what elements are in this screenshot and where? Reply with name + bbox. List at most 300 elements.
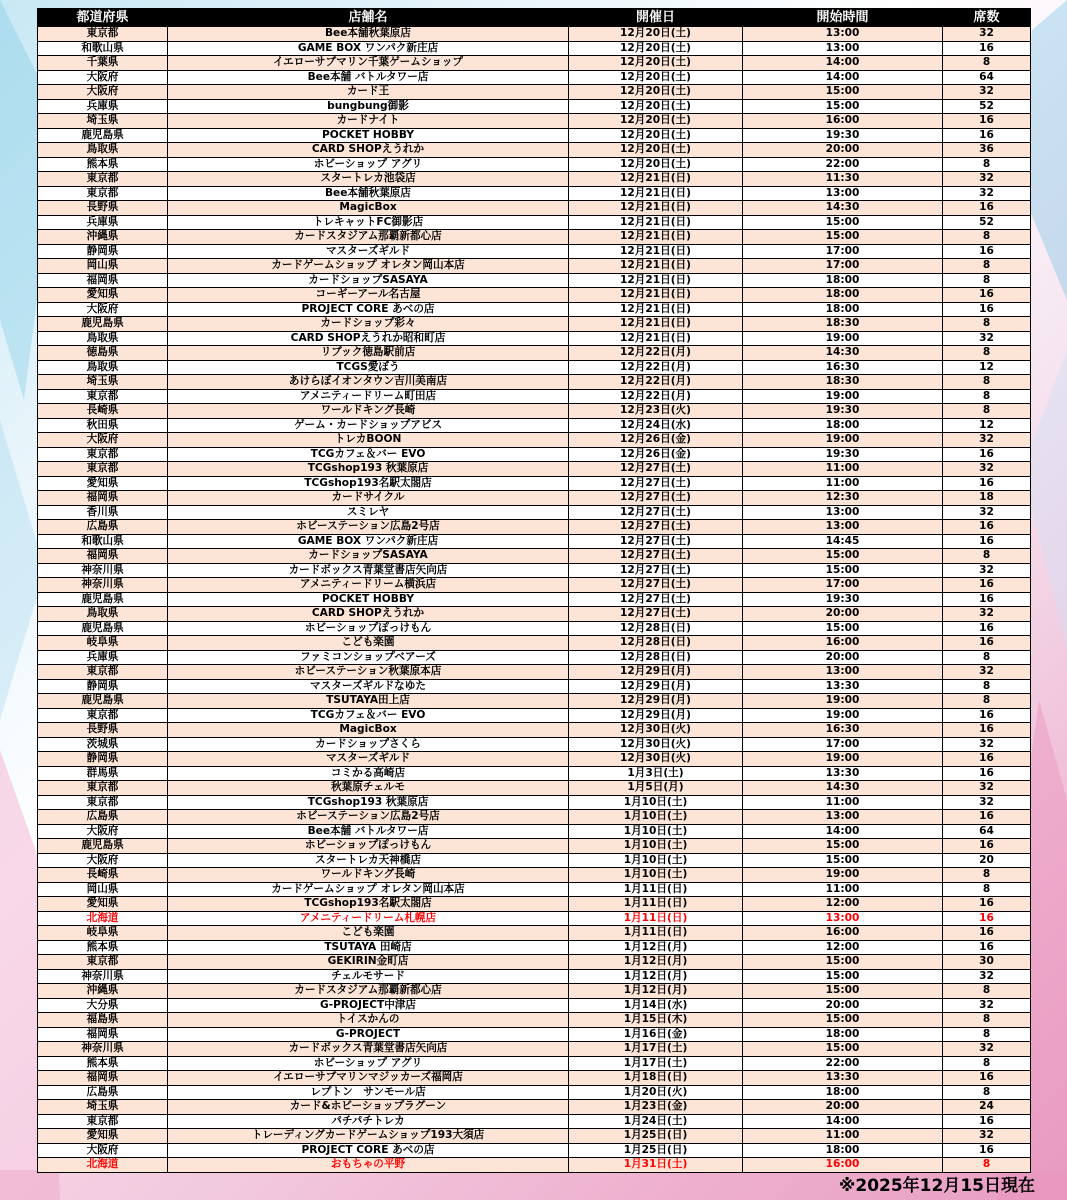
seats-cell: 16 bbox=[943, 302, 1031, 317]
start-time-cell: 14:30 bbox=[743, 346, 943, 361]
store-name-cell: ファミコンショップベアーズ bbox=[168, 650, 569, 665]
start-time-cell: 14:00 bbox=[743, 56, 943, 71]
event-date-cell: 12月22日(月) bbox=[569, 375, 743, 390]
event-date-cell: 1月10日(土) bbox=[569, 824, 743, 839]
start-time-cell: 12:00 bbox=[743, 940, 943, 955]
start-time-cell: 19:00 bbox=[743, 389, 943, 404]
start-time-cell: 16:00 bbox=[743, 1158, 943, 1173]
start-time-cell: 15:00 bbox=[743, 99, 943, 114]
prefecture-cell: 愛知県 bbox=[38, 476, 168, 491]
seats-cell: 32 bbox=[943, 1129, 1031, 1144]
table-row bbox=[38, 621, 1031, 636]
prefecture-cell: 静岡県 bbox=[38, 244, 168, 259]
prefecture-cell: 埼玉県 bbox=[38, 114, 168, 129]
start-time-cell: 15:00 bbox=[743, 955, 943, 970]
seats-cell: 16 bbox=[943, 244, 1031, 259]
table-row bbox=[38, 157, 1031, 172]
store-name-cell: GEKIRIN金町店 bbox=[168, 955, 569, 970]
start-time-cell: 15:00 bbox=[743, 621, 943, 636]
event-date-cell: 12月29日(月) bbox=[569, 679, 743, 694]
event-date-cell: 12月20日(土) bbox=[569, 56, 743, 71]
table-row bbox=[38, 824, 1031, 839]
start-time-cell: 17:00 bbox=[743, 737, 943, 752]
seats-cell: 16 bbox=[943, 476, 1031, 491]
table-row bbox=[38, 462, 1031, 477]
store-name-cell: カードボックス青葉堂書店矢向店 bbox=[168, 563, 569, 578]
table-row bbox=[38, 578, 1031, 593]
event-date-cell: 1月15日(木) bbox=[569, 1013, 743, 1028]
event-date-cell: 12月21日(日) bbox=[569, 273, 743, 288]
store-name-cell: Bee本舗 バトルタワー店 bbox=[168, 70, 569, 85]
store-name-cell: POCKET HOBBY bbox=[168, 128, 569, 143]
seats-cell: 32 bbox=[943, 781, 1031, 796]
table-row bbox=[38, 752, 1031, 767]
event-date-cell: 1月10日(土) bbox=[569, 868, 743, 883]
event-date-cell: 12月21日(日) bbox=[569, 230, 743, 245]
prefecture-cell: 鳥取県 bbox=[38, 143, 168, 158]
prefecture-cell: 北海道 bbox=[38, 1158, 168, 1173]
prefecture-cell: 鹿児島県 bbox=[38, 694, 168, 709]
seats-cell: 16 bbox=[943, 520, 1031, 535]
table-row bbox=[38, 41, 1031, 56]
seats-cell: 20 bbox=[943, 853, 1031, 868]
start-time-cell: 20:00 bbox=[743, 607, 943, 622]
store-name-cell: カードボックス青葉堂書店矢向店 bbox=[168, 1042, 569, 1057]
table-row bbox=[38, 491, 1031, 506]
prefecture-cell: 静岡県 bbox=[38, 752, 168, 767]
event-date-cell: 12月22日(月) bbox=[569, 360, 743, 375]
store-name-cell: あけらぼイオンタウン吉川美南店 bbox=[168, 375, 569, 390]
store-name-cell: カードスタジアム那覇新都心店 bbox=[168, 984, 569, 999]
seats-cell: 32 bbox=[943, 186, 1031, 201]
start-time-cell: 20:00 bbox=[743, 143, 943, 158]
store-name-cell: こども楽園 bbox=[168, 636, 569, 651]
seats-cell: 32 bbox=[943, 462, 1031, 477]
store-name-cell: TCGカフェ＆バー EVO bbox=[168, 708, 569, 723]
store-name-cell: レプトン サンモール店 bbox=[168, 1085, 569, 1100]
event-date-cell: 1月3日(土) bbox=[569, 766, 743, 781]
event-date-cell: 1月16日(金) bbox=[569, 1027, 743, 1042]
table-row bbox=[38, 650, 1031, 665]
start-time-cell: 17:00 bbox=[743, 578, 943, 593]
seats-cell: 52 bbox=[943, 215, 1031, 230]
seats-cell: 32 bbox=[943, 998, 1031, 1013]
seats-cell: 8 bbox=[943, 56, 1031, 71]
prefecture-cell: 東京都 bbox=[38, 172, 168, 187]
seats-cell: 32 bbox=[943, 505, 1031, 520]
table-row bbox=[38, 839, 1031, 854]
start-time-cell: 15:00 bbox=[743, 1042, 943, 1057]
store-name-cell: TCGS愛ぼう bbox=[168, 360, 569, 375]
store-name-cell: TCGshop193名駅太閤店 bbox=[168, 476, 569, 491]
table-row bbox=[38, 172, 1031, 187]
event-date-cell: 12月21日(日) bbox=[569, 302, 743, 317]
store-name-cell: CARD SHOPえうれか bbox=[168, 607, 569, 622]
seats-cell: 12 bbox=[943, 360, 1031, 375]
start-time-cell: 19:30 bbox=[743, 447, 943, 462]
table-row bbox=[38, 317, 1031, 332]
store-name-cell: Bee本舗 バトルタワー店 bbox=[168, 824, 569, 839]
start-time-cell: 19:30 bbox=[743, 592, 943, 607]
table-row bbox=[38, 1129, 1031, 1144]
event-date-cell: 12月21日(日) bbox=[569, 317, 743, 332]
event-date-cell: 1月12日(月) bbox=[569, 940, 743, 955]
event-date-cell: 1月14日(水) bbox=[569, 998, 743, 1013]
start-time-cell: 16:00 bbox=[743, 636, 943, 651]
seats-cell: 16 bbox=[943, 621, 1031, 636]
table-row bbox=[38, 201, 1031, 216]
event-date-cell: 1月10日(土) bbox=[569, 810, 743, 825]
seats-cell: 8 bbox=[943, 868, 1031, 883]
event-date-cell: 12月20日(土) bbox=[569, 114, 743, 129]
seats-cell: 16 bbox=[943, 578, 1031, 593]
event-date-cell: 1月23日(金) bbox=[569, 1100, 743, 1115]
seats-cell: 32 bbox=[943, 331, 1031, 346]
table-row bbox=[38, 781, 1031, 796]
prefecture-cell: 岐阜県 bbox=[38, 926, 168, 941]
header-event-date: 開催日 bbox=[569, 9, 743, 27]
seats-cell: 8 bbox=[943, 1013, 1031, 1028]
start-time-cell: 16:00 bbox=[743, 114, 943, 129]
seats-cell: 32 bbox=[943, 1042, 1031, 1057]
start-time-cell: 18:00 bbox=[743, 273, 943, 288]
store-name-cell: アメニティードリーム札幌店 bbox=[168, 911, 569, 926]
prefecture-cell: 広島県 bbox=[38, 810, 168, 825]
store-name-cell: チェルモサード bbox=[168, 969, 569, 984]
seats-cell: 8 bbox=[943, 157, 1031, 172]
event-date-cell: 1月10日(土) bbox=[569, 853, 743, 868]
seats-cell: 8 bbox=[943, 1085, 1031, 1100]
store-name-cell: イエローサブマリン千葉ゲームショップ bbox=[168, 56, 569, 71]
start-time-cell: 20:00 bbox=[743, 1100, 943, 1115]
event-date-cell: 12月21日(日) bbox=[569, 172, 743, 187]
prefecture-cell: 長野県 bbox=[38, 723, 168, 738]
table-row bbox=[38, 665, 1031, 680]
store-name-cell: ホビーショップぽっけもん bbox=[168, 839, 569, 854]
start-time-cell: 13:00 bbox=[743, 186, 943, 201]
seats-cell: 16 bbox=[943, 1071, 1031, 1086]
prefecture-cell: 長崎県 bbox=[38, 404, 168, 419]
start-time-cell: 11:00 bbox=[743, 462, 943, 477]
start-time-cell: 18:30 bbox=[743, 375, 943, 390]
start-time-cell: 15:00 bbox=[743, 230, 943, 245]
store-name-cell: カードサイクル bbox=[168, 491, 569, 506]
start-time-cell: 14:00 bbox=[743, 824, 943, 839]
store-name-cell: ホビーショップ アグリ bbox=[168, 1056, 569, 1071]
store-name-cell: TCGshop193名駅太閤店 bbox=[168, 897, 569, 912]
store-name-cell: カードショップさくら bbox=[168, 737, 569, 752]
table-row bbox=[38, 302, 1031, 317]
prefecture-cell: 大阪府 bbox=[38, 824, 168, 839]
prefecture-cell: 東京都 bbox=[38, 389, 168, 404]
store-name-cell: TSUTAYA田上店 bbox=[168, 694, 569, 709]
prefecture-cell: 東京都 bbox=[38, 781, 168, 796]
table-row bbox=[38, 694, 1031, 709]
event-date-cell: 12月29日(月) bbox=[569, 694, 743, 709]
table-row bbox=[38, 795, 1031, 810]
event-date-cell: 12月21日(日) bbox=[569, 244, 743, 259]
table-row bbox=[38, 418, 1031, 433]
event-date-cell: 1月12日(月) bbox=[569, 955, 743, 970]
event-date-cell: 1月11日(日) bbox=[569, 882, 743, 897]
prefecture-cell: 大阪府 bbox=[38, 85, 168, 100]
prefecture-cell: 鹿児島県 bbox=[38, 621, 168, 636]
store-name-cell: カードスタジアム那覇新都心店 bbox=[168, 230, 569, 245]
seats-cell: 8 bbox=[943, 679, 1031, 694]
table-row bbox=[38, 592, 1031, 607]
prefecture-cell: 愛知県 bbox=[38, 1129, 168, 1144]
seats-cell: 16 bbox=[943, 911, 1031, 926]
store-name-cell: POCKET HOBBY bbox=[168, 592, 569, 607]
table-row bbox=[38, 1158, 1031, 1173]
store-name-cell: マスターズギルドなゆた bbox=[168, 679, 569, 694]
start-time-cell: 19:00 bbox=[743, 331, 943, 346]
seats-cell: 16 bbox=[943, 1114, 1031, 1129]
event-date-cell: 12月21日(日) bbox=[569, 215, 743, 230]
store-name-cell: Bee本舗秋葉原店 bbox=[168, 186, 569, 201]
seats-cell: 16 bbox=[943, 897, 1031, 912]
table-row bbox=[38, 85, 1031, 100]
start-time-cell: 22:00 bbox=[743, 1056, 943, 1071]
table-row bbox=[38, 1143, 1031, 1158]
event-date-cell: 12月20日(土) bbox=[569, 70, 743, 85]
store-name-cell: カードゲームショップ オレタン岡山本店 bbox=[168, 259, 569, 274]
start-time-cell: 13:00 bbox=[743, 27, 943, 42]
table-row bbox=[38, 447, 1031, 462]
event-date-cell: 12月30日(火) bbox=[569, 752, 743, 767]
store-name-cell: GAME BOX ワンパク新庄店 bbox=[168, 534, 569, 549]
prefecture-cell: 福岡県 bbox=[38, 1027, 168, 1042]
start-time-cell: 15:00 bbox=[743, 549, 943, 564]
seats-cell: 32 bbox=[943, 607, 1031, 622]
event-date-cell: 12月20日(土) bbox=[569, 99, 743, 114]
prefecture-cell: 神奈川県 bbox=[38, 969, 168, 984]
event-date-cell: 1月18日(日) bbox=[569, 1071, 743, 1086]
store-name-cell: TCGshop193 秋葉原店 bbox=[168, 462, 569, 477]
prefecture-cell: 東京都 bbox=[38, 955, 168, 970]
event-date-cell: 12月27日(土) bbox=[569, 520, 743, 535]
store-name-cell: トレキャットFC御影店 bbox=[168, 215, 569, 230]
table-row bbox=[38, 853, 1031, 868]
seats-cell: 32 bbox=[943, 27, 1031, 42]
store-name-cell: コーギーアール名古屋 bbox=[168, 288, 569, 303]
store-name-cell: カードショップSASAYA bbox=[168, 549, 569, 564]
prefecture-cell: 大阪府 bbox=[38, 70, 168, 85]
table-row bbox=[38, 259, 1031, 274]
table-row bbox=[38, 288, 1031, 303]
seats-cell: 8 bbox=[943, 694, 1031, 709]
seats-cell: 32 bbox=[943, 172, 1031, 187]
event-date-cell: 1月5日(月) bbox=[569, 781, 743, 796]
start-time-cell: 15:00 bbox=[743, 984, 943, 999]
start-time-cell: 16:30 bbox=[743, 723, 943, 738]
event-date-cell: 12月21日(日) bbox=[569, 288, 743, 303]
store-name-cell: PROJECT CORE あべの店 bbox=[168, 1143, 569, 1158]
event-date-cell: 12月30日(火) bbox=[569, 737, 743, 752]
start-time-cell: 18:00 bbox=[743, 1027, 943, 1042]
start-time-cell: 19:00 bbox=[743, 694, 943, 709]
event-date-cell: 12月21日(日) bbox=[569, 331, 743, 346]
start-time-cell: 12:00 bbox=[743, 897, 943, 912]
prefecture-cell: 神奈川県 bbox=[38, 563, 168, 578]
start-time-cell: 13:00 bbox=[743, 520, 943, 535]
event-date-cell: 1月25日(日) bbox=[569, 1143, 743, 1158]
prefecture-cell: 大阪府 bbox=[38, 302, 168, 317]
seats-cell: 8 bbox=[943, 650, 1031, 665]
store-name-cell: トイスかんの bbox=[168, 1013, 569, 1028]
event-date-cell: 12月27日(土) bbox=[569, 549, 743, 564]
prefecture-cell: 群馬県 bbox=[38, 766, 168, 781]
seats-cell: 32 bbox=[943, 433, 1031, 448]
store-name-cell: ホビーショップぽっけもん bbox=[168, 621, 569, 636]
event-date-cell: 12月20日(土) bbox=[569, 157, 743, 172]
table-body bbox=[38, 27, 1031, 1173]
table-row bbox=[38, 389, 1031, 404]
start-time-cell: 15:00 bbox=[743, 839, 943, 854]
event-date-cell: 12月23日(火) bbox=[569, 404, 743, 419]
start-time-cell: 17:00 bbox=[743, 259, 943, 274]
start-time-cell: 13:30 bbox=[743, 1071, 943, 1086]
event-date-cell: 12月28日(日) bbox=[569, 621, 743, 636]
header-prefecture: 都道府県 bbox=[38, 9, 168, 27]
start-time-cell: 20:00 bbox=[743, 998, 943, 1013]
table-row bbox=[38, 244, 1031, 259]
seats-cell: 8 bbox=[943, 230, 1031, 245]
start-time-cell: 12:30 bbox=[743, 491, 943, 506]
seats-cell: 8 bbox=[943, 1027, 1031, 1042]
table-row bbox=[38, 926, 1031, 941]
store-name-cell: bungbung御影 bbox=[168, 99, 569, 114]
start-time-cell: 18:00 bbox=[743, 418, 943, 433]
prefecture-cell: 神奈川県 bbox=[38, 578, 168, 593]
seats-cell: 64 bbox=[943, 824, 1031, 839]
store-name-cell: スミレヤ bbox=[168, 505, 569, 520]
start-time-cell: 16:30 bbox=[743, 360, 943, 375]
store-name-cell: G-PROJECT bbox=[168, 1027, 569, 1042]
start-time-cell: 19:30 bbox=[743, 404, 943, 419]
prefecture-cell: 熊本県 bbox=[38, 940, 168, 955]
prefecture-cell: 秋田県 bbox=[38, 418, 168, 433]
seats-cell: 32 bbox=[943, 737, 1031, 752]
store-name-cell: カードナイト bbox=[168, 114, 569, 129]
store-name-cell: TCGカフェ＆バー EVO bbox=[168, 447, 569, 462]
event-date-cell: 12月29日(月) bbox=[569, 708, 743, 723]
seats-cell: 16 bbox=[943, 940, 1031, 955]
seats-cell: 8 bbox=[943, 259, 1031, 274]
seats-cell: 8 bbox=[943, 317, 1031, 332]
table-row bbox=[38, 737, 1031, 752]
seats-cell: 16 bbox=[943, 766, 1031, 781]
table-row bbox=[38, 549, 1031, 564]
event-date-cell: 12月27日(土) bbox=[569, 607, 743, 622]
prefecture-cell: 大阪府 bbox=[38, 1143, 168, 1158]
store-name-cell: 秋葉原チェルモ bbox=[168, 781, 569, 796]
prefecture-cell: 兵庫県 bbox=[38, 215, 168, 230]
start-time-cell: 15:00 bbox=[743, 215, 943, 230]
table-row bbox=[38, 99, 1031, 114]
prefecture-cell: 広島県 bbox=[38, 520, 168, 535]
prefecture-cell: 鹿児島県 bbox=[38, 317, 168, 332]
table-row bbox=[38, 955, 1031, 970]
table-row bbox=[38, 143, 1031, 158]
event-date-cell: 1月24日(土) bbox=[569, 1114, 743, 1129]
store-name-cell: カードショップSASAYA bbox=[168, 273, 569, 288]
start-time-cell: 18:00 bbox=[743, 1143, 943, 1158]
store-name-cell: アメニティードリーム町田店 bbox=[168, 389, 569, 404]
prefecture-cell: 鳥取県 bbox=[38, 331, 168, 346]
start-time-cell: 17:00 bbox=[743, 244, 943, 259]
prefecture-cell: 福岡県 bbox=[38, 491, 168, 506]
seats-cell: 16 bbox=[943, 1143, 1031, 1158]
event-date-cell: 12月27日(土) bbox=[569, 578, 743, 593]
event-date-cell: 1月11日(日) bbox=[569, 911, 743, 926]
event-date-cell: 1月31日(土) bbox=[569, 1158, 743, 1173]
table-row bbox=[38, 346, 1031, 361]
prefecture-cell: 大阪府 bbox=[38, 853, 168, 868]
store-name-cell: TCGshop193 秋葉原店 bbox=[168, 795, 569, 810]
seats-cell: 30 bbox=[943, 955, 1031, 970]
store-name-cell: ホビーステーション広島2号店 bbox=[168, 810, 569, 825]
store-name-cell: スタートレカ天神橋店 bbox=[168, 853, 569, 868]
prefecture-cell: 愛知県 bbox=[38, 288, 168, 303]
seats-cell: 8 bbox=[943, 1056, 1031, 1071]
store-name-cell: MagicBox bbox=[168, 201, 569, 216]
event-date-cell: 12月22日(月) bbox=[569, 346, 743, 361]
seats-cell: 8 bbox=[943, 346, 1031, 361]
store-name-cell: PROJECT CORE あべの店 bbox=[168, 302, 569, 317]
seats-cell: 16 bbox=[943, 839, 1031, 854]
seats-cell: 16 bbox=[943, 708, 1031, 723]
start-time-cell: 13:00 bbox=[743, 41, 943, 56]
store-name-cell: ワールドキング長崎 bbox=[168, 404, 569, 419]
seats-cell: 16 bbox=[943, 128, 1031, 143]
prefecture-cell: 東京都 bbox=[38, 27, 168, 42]
table-row bbox=[38, 433, 1031, 448]
table-header-row bbox=[38, 9, 1031, 27]
header-start-time: 開始時間 bbox=[743, 9, 943, 27]
event-date-cell: 12月30日(火) bbox=[569, 723, 743, 738]
seats-cell: 16 bbox=[943, 534, 1031, 549]
store-name-cell: MagicBox bbox=[168, 723, 569, 738]
event-date-cell: 12月27日(土) bbox=[569, 534, 743, 549]
table-row bbox=[38, 984, 1031, 999]
table-row bbox=[38, 723, 1031, 738]
store-name-cell: ホビーステーション秋葉原本店 bbox=[168, 665, 569, 680]
event-date-cell: 12月27日(土) bbox=[569, 476, 743, 491]
prefecture-cell: 東京都 bbox=[38, 447, 168, 462]
table-row bbox=[38, 186, 1031, 201]
table-row bbox=[38, 969, 1031, 984]
store-name-cell: マスターズギルド bbox=[168, 752, 569, 767]
table-row bbox=[38, 56, 1031, 71]
prefecture-cell: 兵庫県 bbox=[38, 99, 168, 114]
start-time-cell: 14:30 bbox=[743, 201, 943, 216]
start-time-cell: 20:00 bbox=[743, 650, 943, 665]
seats-cell: 8 bbox=[943, 882, 1031, 897]
prefecture-cell: 北海道 bbox=[38, 911, 168, 926]
table-row bbox=[38, 1085, 1031, 1100]
prefecture-cell: 東京都 bbox=[38, 708, 168, 723]
store-name-cell: ホビーステーション広島2号店 bbox=[168, 520, 569, 535]
table-row bbox=[38, 520, 1031, 535]
prefecture-cell: 静岡県 bbox=[38, 679, 168, 694]
store-name-cell: コミかる高崎店 bbox=[168, 766, 569, 781]
table-row bbox=[38, 882, 1031, 897]
prefecture-cell: 東京都 bbox=[38, 665, 168, 680]
prefecture-cell: 沖縄県 bbox=[38, 230, 168, 245]
table-row bbox=[38, 1042, 1031, 1057]
start-time-cell: 11:00 bbox=[743, 1129, 943, 1144]
